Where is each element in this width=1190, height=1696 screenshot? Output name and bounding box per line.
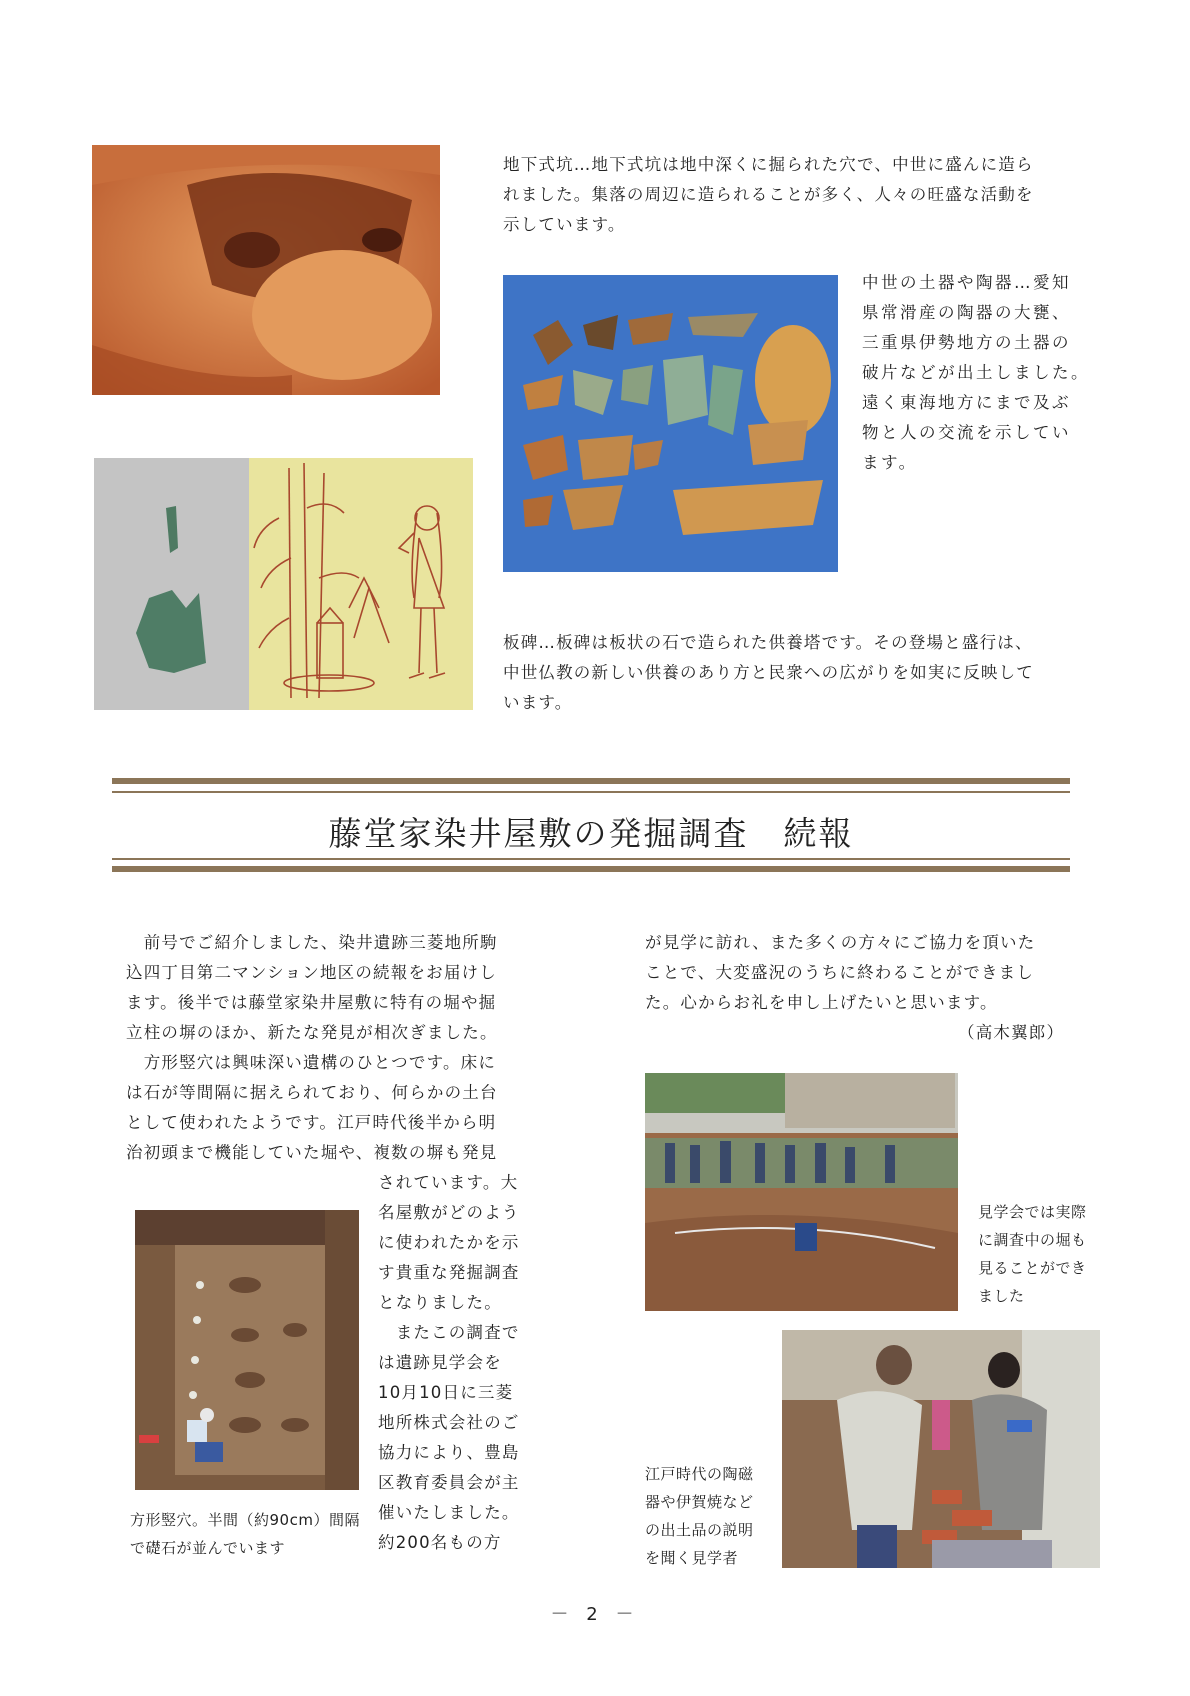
header-rule-bottom-thin (112, 858, 1070, 860)
article-col2-top: が見学に訪れ、また多くの方々にご協力を頂いた ことで、大変盛況のうちに終わることができまし た。心からお礼を申し上げたいと思います。 (645, 933, 1036, 1012)
itabi-illustration (249, 458, 473, 710)
page-number: － 2 － (550, 1604, 640, 1625)
header-rule-top-thick (112, 778, 1070, 784)
finds-explanation-photo (782, 1330, 1100, 1568)
pit-house-caption: 方形竪穴。半間（約90cm）間隔 で礎石が並んでいます (130, 1511, 360, 1557)
site-tour-photo (645, 1073, 958, 1311)
pit-caption: 地下式坑…地下式坑は地中深くに掘られた穴で、中世に盛んに造ら れました。集落の周辺に造られることが多く、人々の旺盛な活動を 示しています。 (503, 155, 1034, 234)
pit-house-photo (135, 1210, 359, 1490)
underground-pit-photo (92, 145, 440, 395)
itabi-fragments-photo (94, 458, 249, 710)
header-rule-top-thin (112, 791, 1070, 793)
itabi-caption: 板碑…板碑は板状の石で造られた供養塔です。その登場と盛行は、 中世仏教の新しい供養のあり方と民衆への広がりを如実に反映して います。 (503, 633, 1034, 712)
article-col1-narrow: されています。大 名屋敷がどのよう に使われたかを示 す貴重な発掘調査 となりました。 またこの調査で は遺跡見学会を 10月10日に三菱 地所株式会社のご 協力により、豊島 区教育委員会が主 催いたしました。 約200名もの方 (378, 1173, 520, 1552)
pottery-caption: 中世の土器や陶器…愛知 県常滑産の陶器の大甕、 三重県伊勢地方の土器の 破片などが出土しました。 遠く東海地方にまで及ぶ 物と人の交流を示してい ます。 (862, 273, 1090, 472)
tour-caption: 見学会では実際 に調査中の堀も 見ることができ ました (978, 1203, 1087, 1305)
article-author: （高木翼郎） (958, 1023, 1065, 1042)
header-rule-bottom-thick (112, 866, 1070, 872)
pottery-shards-photo (503, 275, 838, 572)
article-col1-top: 前号でご紹介しました、染井遺跡三菱地所駒 込四丁目第二マンション地区の続報をお届けし ます。後半では藤堂家染井屋敷に特有の堀や掘 立柱の塀のほか、新たな発見が相次ぎました。 方形竪穴は興味深い遺構のひとつです。床に は石が等間隔に据えられており、何らかの土台 として使われたようです。江戸時代後半から明 治初頭まで機能していた堀や、複数の塀も発見 (126, 933, 498, 1162)
section-title: 藤堂家染井屋敷の発掘調査 続報 (328, 814, 854, 853)
finds-caption: 江戸時代の陶磁 器や伊賀焼など の出土品の説明 を聞く見学者 (645, 1465, 754, 1567)
